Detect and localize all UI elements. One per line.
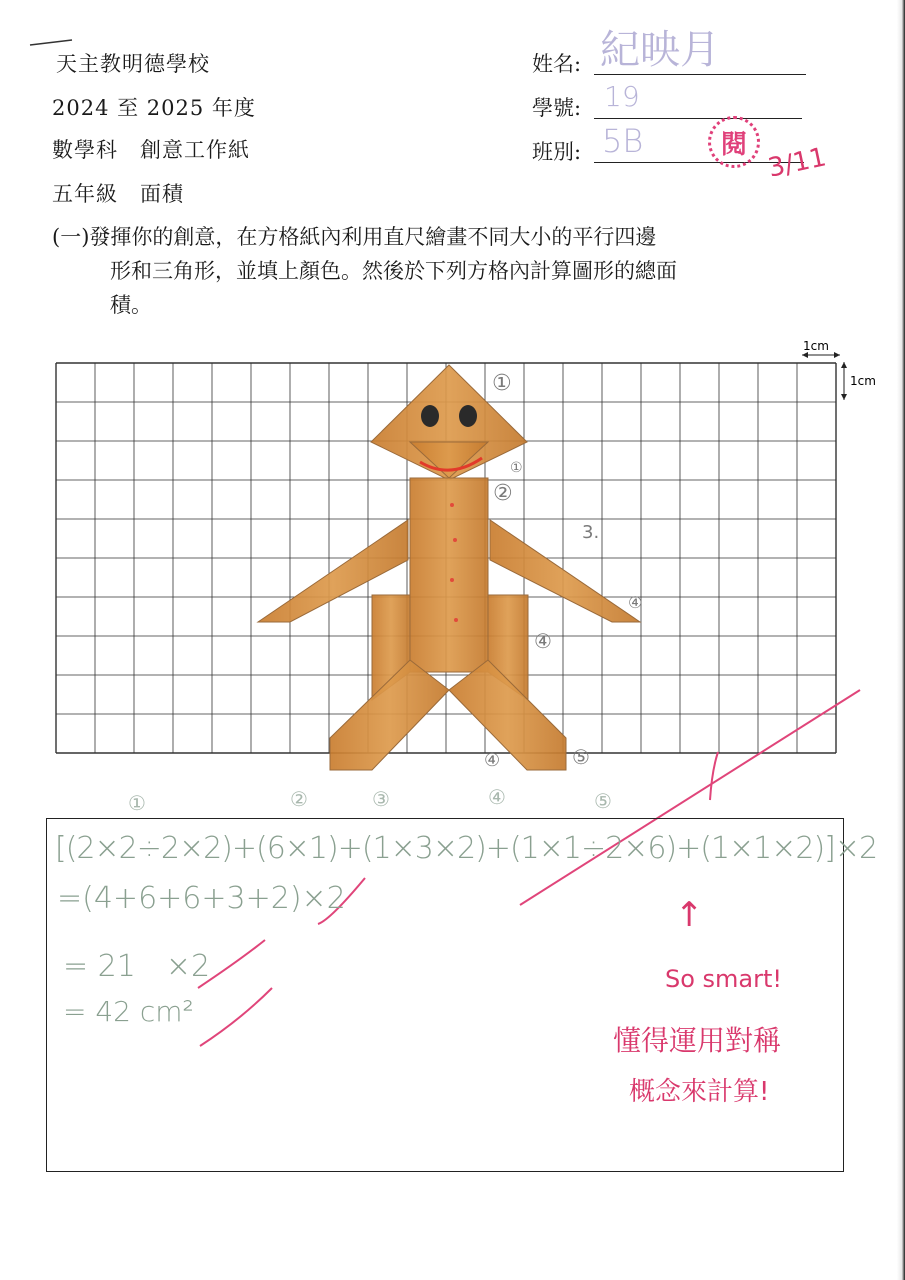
label-arm: 3.	[582, 522, 600, 543]
label-head: ①	[492, 371, 512, 396]
comment-arrow: ↑	[675, 895, 704, 935]
body-shape	[410, 478, 488, 672]
question-line-1: (一)發揮你的創意，在方格紙內利用直尺繪畫不同大小的平行四邊	[52, 225, 657, 249]
part-number-5: ⑤	[594, 789, 612, 813]
unit-marker-vertical	[841, 362, 847, 400]
comment-line-1: So smart!	[665, 965, 783, 993]
part-numbers	[128, 785, 612, 815]
right-eye	[459, 405, 477, 427]
part-number-3: ③	[372, 787, 390, 811]
gingerbread-figure	[258, 365, 643, 770]
date-mark: 3/11	[765, 142, 829, 184]
working-line-3: = 21 ×2	[63, 949, 211, 984]
question-line-3: 積。	[110, 293, 152, 317]
school-year: 2024 至 2025 年度	[52, 96, 256, 120]
stamp-text: 閱	[720, 129, 747, 160]
class-value: 5B	[602, 122, 644, 160]
number-label: 學號:	[532, 96, 582, 120]
label-leg: ④	[534, 629, 552, 653]
label-neck: ①	[510, 460, 523, 476]
label-foot-right: ⑤	[572, 745, 590, 769]
class-label: 班別:	[532, 140, 582, 164]
working-line-4: = 42 cm²	[63, 995, 194, 1028]
label-foot-left: ④	[484, 750, 501, 771]
working-line-2: =(4+6+6+3+2)×2	[57, 881, 346, 916]
name-value: 紀映月	[600, 27, 720, 73]
number-value: 19	[604, 80, 640, 113]
top-dash	[30, 40, 72, 45]
unit-label-horizontal: 1cm	[803, 339, 829, 353]
part-number-4: ④	[488, 785, 506, 809]
grade-topic: 五年級 面積	[52, 182, 184, 206]
working-area	[46, 818, 878, 1172]
name-label: 姓名:	[532, 52, 582, 76]
unit-label-vertical: 1cm	[850, 374, 876, 388]
subject-title: 數學科 創意工作紙	[52, 138, 250, 162]
label-body: ②	[493, 481, 513, 506]
school-name: 天主教明德學校	[56, 52, 210, 76]
left-eye	[421, 405, 439, 427]
comment-line-2: 懂得運用對稱	[613, 1024, 782, 1057]
scan-edge	[897, 0, 905, 1280]
part-number-2: ②	[290, 787, 308, 811]
part-number-1: ①	[128, 791, 146, 815]
working-line-1: [(2×2÷2×2)+(6×1)+(1×3×2)+(1×1÷2×6)+(1×1×2)]×2	[55, 831, 878, 866]
question-line-2: 形和三角形，並填上顏色。然後於下列方格內計算圖形的總面	[110, 259, 677, 283]
label-arm-tip: ④	[628, 593, 643, 612]
comment-line-3: 概念來計算!	[629, 1077, 770, 1107]
